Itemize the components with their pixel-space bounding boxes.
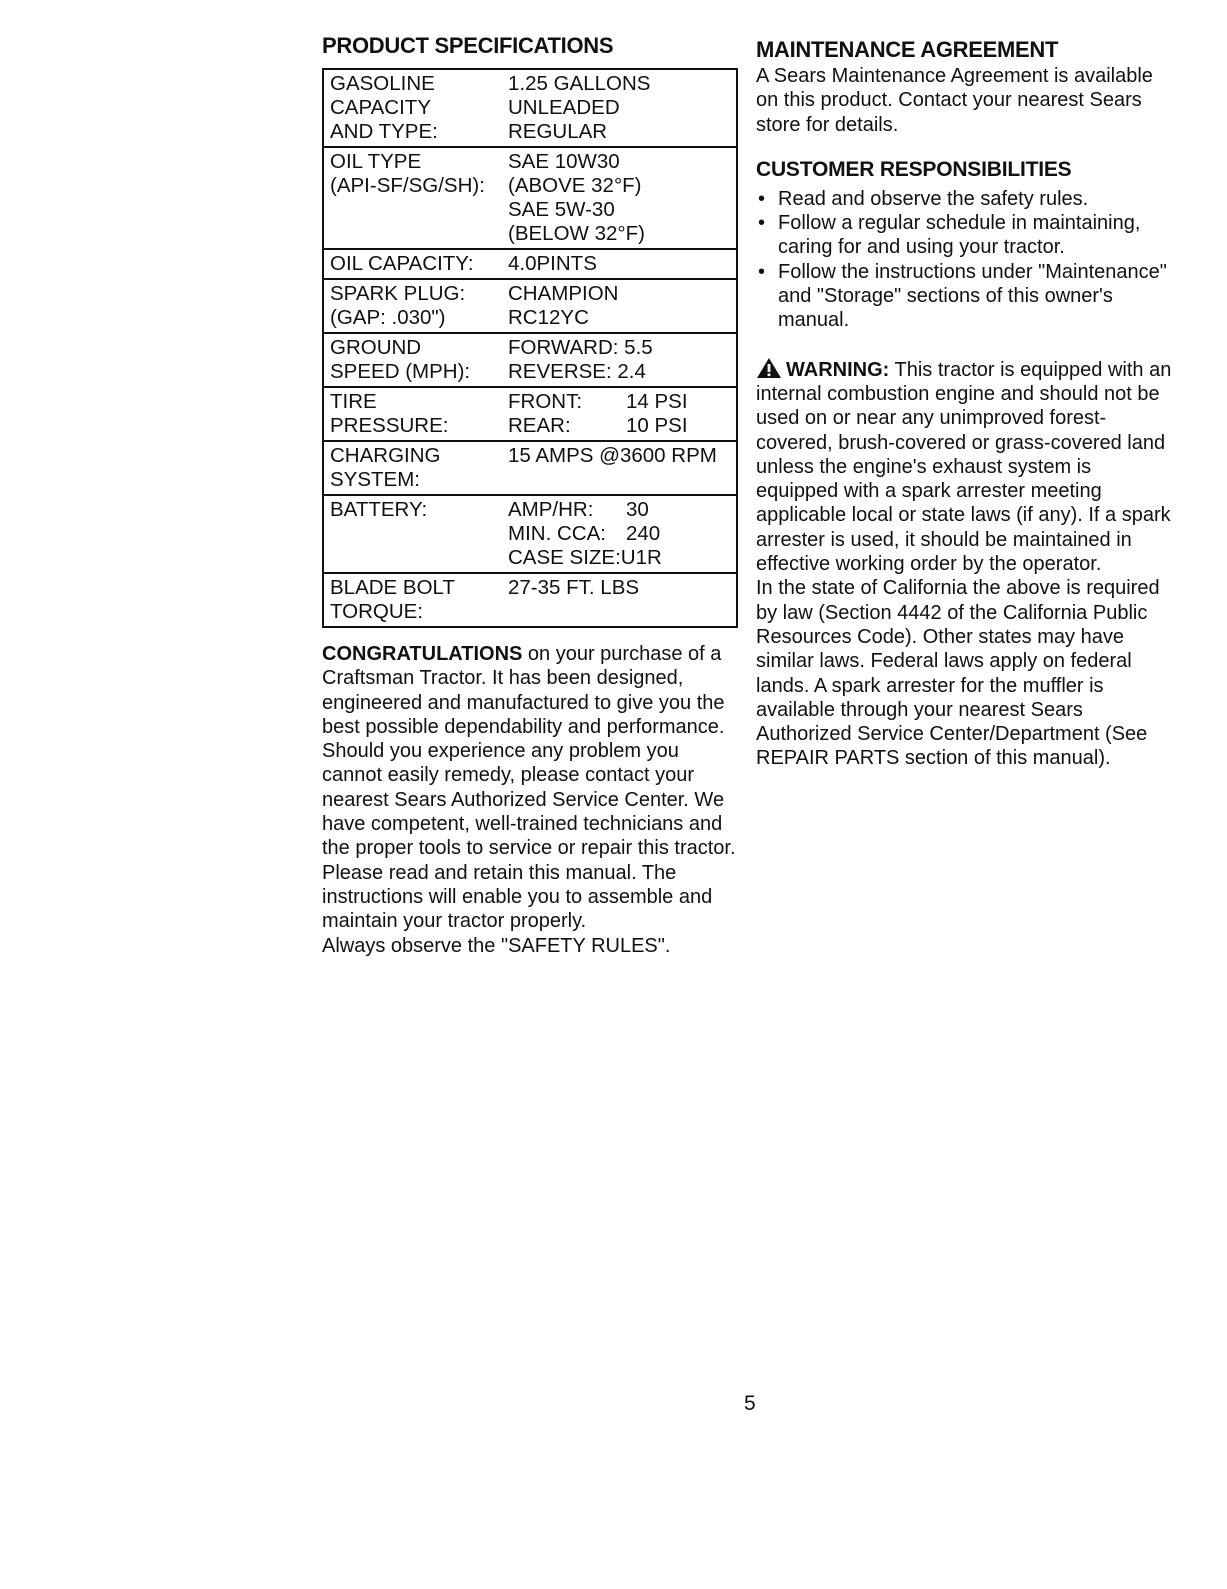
spec-value-line: AMP/HR: 30: [508, 498, 649, 521]
product-specifications-heading: PRODUCT SPECIFICATIONS: [322, 33, 614, 58]
spec-value-line: CASE SIZE:U1R: [508, 546, 662, 569]
list-item: • Follow a regular schedule in maintaining, caring for and using your tractor.: [758, 212, 1141, 259]
spec-label: GROUND SPEED (MPH):: [330, 336, 471, 383]
spec-label: GASOLINE CAPACITY AND TYPE:: [330, 72, 438, 143]
table-row: [323, 495, 737, 573]
congratulations-heading: CONGRATULATIONS: [322, 643, 523, 665]
page-number: 5: [744, 1392, 756, 1415]
bullet-icon: •: [758, 187, 766, 210]
spec-value: CHAMPION RC12YC: [508, 282, 619, 329]
warning-paragraph: [756, 357, 1176, 577]
service-paragraph: Should you experience any problem you cannot easily remedy, please contact your nearest Sears Authorized Service Center. We have competent, well-trained technicians and the proper tools to service or repair this tractor.: [322, 740, 736, 860]
spec-table: [322, 68, 738, 628]
spec-value: 4.0PINTS: [508, 252, 597, 275]
table-row: [323, 279, 737, 333]
retain-manual-paragraph: Please read and retain this manual. The instructions will enable you to assemble and maintain your tractor properly.: [322, 861, 713, 933]
table-row: [323, 387, 737, 441]
california-paragraph: In the state of California the above is required by law (Section 4442 of the California Public Resources Code). Other states may have similar laws. Federal laws apply on federal lands. A spark arrester for the muffler is available through your nearest Sears Authorized Service Center/Department (See REPAIR PARTS section of this manual).: [756, 577, 1160, 770]
spec-value-line: MIN. CCA: 240: [508, 522, 661, 545]
spec-label: OIL CAPACITY:: [330, 252, 474, 275]
list-item: • Follow the instructions under "Maintenance" and "Storage" sections of this owner's manual.: [758, 260, 1167, 332]
warning-text: This tractor is equipped with an internal combustion engine and should not be used on or near any unimproved forest-covered, brush-covered or grass-covered land unless the engine's exhaust system is equipped with a spark arrester meeting applicable local or state laws (if any). If a spark arrester is used, it should be maintained in effective working order by the operator.: [756, 358, 1172, 576]
spec-label: OIL TYPE (API-SF/SG/SH):: [330, 150, 485, 197]
spec-label: SPARK PLUG: (GAP: .030"): [330, 282, 466, 329]
congratulations-paragraph: [322, 642, 740, 739]
spec-value: [502, 495, 737, 573]
table-row: [323, 573, 737, 627]
customer-responsibilities-heading: CUSTOMER RESPONSIBILITIES: [756, 157, 1072, 181]
spec-label: TIRE PRESSURE:: [330, 390, 449, 437]
list-item: • Read and observe the safety rules.: [758, 187, 1089, 210]
bullet-icon: •: [758, 212, 766, 235]
spec-value: 15 AMPS @3600 RPM: [508, 444, 717, 467]
table-row: [323, 333, 737, 387]
spec-value: FORWARD: 5.5 REVERSE: 2.4: [508, 336, 653, 383]
warning-label: WARNING:: [786, 358, 890, 381]
table-row: [323, 441, 737, 495]
spec-value: SAE 10W30 (ABOVE 32°F) SAE 5W-30 (BELOW 32°F): [508, 150, 645, 245]
spec-value: [502, 387, 737, 441]
table-row: [323, 147, 737, 249]
spec-label: BATTERY:: [330, 498, 428, 521]
spec-value-line: FRONT: 14 PSI: [508, 390, 688, 413]
maintenance-agreement-text: A Sears Maintenance Agreement is available on this product. Contact your nearest Sears store for details.: [756, 65, 1153, 136]
spec-value: 1.25 GALLONS UNLEADED REGULAR: [508, 72, 651, 143]
right-column: [756, 36, 1176, 771]
warning-triangle-icon: [756, 357, 782, 379]
left-column: [322, 32, 740, 958]
table-row: [323, 249, 737, 279]
spec-value-line: REAR: 10 PSI: [508, 414, 688, 437]
spec-value: 27-35 FT. LBS: [508, 576, 640, 599]
responsibilities-list: [756, 187, 1176, 333]
safety-rules-paragraph: Always observe the "SAFETY RULES".: [322, 934, 671, 957]
spec-label: BLADE BOLT TORQUE:: [330, 576, 455, 623]
bullet-icon: •: [758, 260, 766, 283]
congratulations-text: on your purchase of a Craftsman Tractor. It has been designed, engineered and manufactured to give you the best possible dependability and performance.: [322, 643, 725, 738]
table-row: [323, 69, 737, 147]
maintenance-agreement-heading: MAINTENANCE AGREEMENT: [756, 37, 1059, 62]
spec-label: CHARGING SYSTEM:: [330, 444, 441, 491]
